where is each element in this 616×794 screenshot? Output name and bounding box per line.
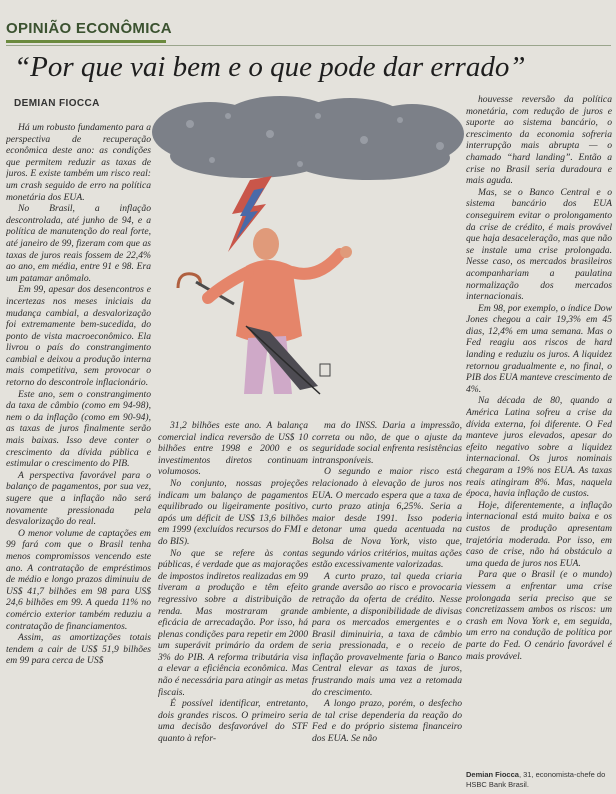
paragraph: A longo prazo, porém, o desfecho de tal crise dependeria da reação do Fed e do próprio sistema financeiro dos EUA. Se não (312, 698, 462, 745)
paragraph: Mas, se o Banco Central e o sistema bancário dos EUA conseguirem evitar o prolongamento da crise de crédito, é mais provável que haja desaceleração, mas que não se instale uma crise prolongada. Nesse caso, os mercados brasileiros acompanhariam a paulatina normalização dos mercados internacionais. (466, 186, 612, 303)
paragraph: No conjunto, nossas projeções indicam um balanço de pagamentos equilibrado ou ligeiramente positivo, após um déficit de US$ 13,6 bilhões em 1999 (excluídos recursos do FMI e do BIS). (158, 477, 308, 547)
article-column-1 (6, 122, 151, 790)
section-divider (6, 45, 611, 46)
section-label: OPINIÃO ECONÔMICA (6, 20, 172, 37)
paragraph: 31,2 bilhões este ano. A balança comercial indica reversão de US$ 10 bilhões entre 1998 e 2000 e os investimentos diretos continuam volumosos. (158, 420, 308, 478)
paragraph: Há um robusto fundamento para a perspectiva de recuperação econômica deste ano: as condições que permitem reduzir as taxas de juros. E existe também um risco real: um crash seguido de erro na política monetária dos EUA. (6, 122, 151, 203)
paragraph: Na década de 80, quando a América Latina sofreu a crise da dívida externa, foi diferente. O Fed manteve juros elevados, apesar do efeito negativo sobre a liquidez internacional. Os juros nominais chegaram a 19% nos EUA. As taxas reais atingiram 8%. Mas, naquela época, havia inflação de custos. (466, 395, 612, 500)
author-note (466, 770, 612, 790)
author-bio: , 31, economista-chefe do HSBC Bank Brasil. (466, 770, 606, 789)
paragraph: O segundo e maior risco está relacionado à elevação de juros nos EUA. O mercado espera que a taxa de curto prazo atinja 6,25%. Seria a maior desde 1991. Isso poderia detonar uma queda acentuada na Bolsa de Nova York, visto que, segundo vários critérios, muitas ações estão excessivamente valorizadas. (312, 466, 462, 571)
artist-signature (320, 364, 330, 376)
paragraph: A curto prazo, tal queda criaria grande aversão ao risco e provocaria retração da oferta de crédito. Nesse ambiente, a disponibilidade de divisas para os mercados emergentes e o Brasil diminuiria, a taxa de câmbio seria pressionada, e o receio de inflação provavelmente faria o Banco Central elevar as taxas de juros, frustrando mais uma vez a retomada do crescimento. (312, 570, 462, 698)
paragraph: houvesse reversão da política monetária, com redução de juros e suporte ao sistema bancário, o crescimento da economia sofreria interrupção mais abrupta — o chamado “hard landing”. Então a crise no Brasil seria duradoura e mais aguda. (466, 94, 612, 187)
paragraph: Hoje, diferentemente, a inflação internacional está muito baixa e os custos de produção apresentam trajetória moderada. Por isso, em caso de crise, não há obstáculo a uma queda de juros nos EUA. (466, 499, 612, 569)
paragraph: Assim, as amortizações totais tendem a cair de US$ 51,9 bilhões em 99 para cerca de US$ (6, 632, 151, 667)
paragraph: A perspectiva favorável para o balanço de pagamentos, por sua vez, sugere que a inflação não será novamente pressionada pela desvalorização do real. (6, 469, 151, 528)
storm-cloud-illustration (150, 94, 466, 420)
paragraph: É possível identificar, entretanto, dois grandes riscos. O primeiro seria uma decisão desfavorável do STF quanto à refor- (158, 698, 308, 745)
paragraph: Em 98, por exemplo, o índice Dow Jones chegou a cair 19,3% em 45 dias, 12,4% em uma semana. Mas o Fed reagiu aos riscos de hard landing e reduziu os juros. A liquidez retornou gradualmente e, no final, o PIB dos EUA manteve crescimento de 4%. (466, 302, 612, 395)
author-name: Demian Fiocca (466, 770, 519, 779)
article-column-3 (312, 420, 462, 792)
paragraph: Para que o Brasil (e o mundo) viessem a enfrentar uma crise prolongada seria preciso que se concretizassem ambos os riscos: um crash em Nova York e, em seguida, um erro na condução de política por parte do Fed. O cenário favorável é mais provável. (466, 569, 612, 662)
paragraph: No Brasil, a inflação descontrolada, até junho de 94, e a política de manutenção do real forte, até janeiro de 99, fizeram com que as taxas de juros reais fossem de 22,4% ao ano, em média, entre 91 e 98. Era um patamar anômalo. (6, 203, 151, 284)
article-column-2 (158, 420, 308, 792)
section-rule (6, 40, 166, 43)
byline: DEMIAN FIOCCA (14, 98, 100, 109)
storm-cloud (152, 96, 464, 180)
article-column-4 (466, 94, 612, 754)
paragraph: ma do INSS. Daria a impressão, correta ou não, de que o ajuste da seguridade social enfrenta resistências intransponíveis. (312, 420, 462, 466)
headline: “Por que vai bem e o que pode dar errado” (14, 51, 526, 83)
paragraph: O menor volume de captações em 99 fará com que o Brasil tenha menos compromissos vencendo este ano. A contratação de empréstimos de médio e longo prazos diminuiu de US$ 41,7 bilhões em 98 para US$ 24,6 bilhões em 99. A queda 11% no comércio exterior também reduziu a contratação de financiamentos. (6, 527, 151, 632)
paragraph: No que se refere às contas públicas, é verdade que as majorações de impostos indiretos realizadas em 99 tiveram a produção e têm efeito regressivo sobre a distribuição de renda. Mas mostraram grande eficácia de arrecadação. Por isso, há plenas condições para repetir em 2000 um superávit primário da ordem de 3% do PIB. A reforma tributária visa a elevar a eficiência econômica. Mas não é necessária para atingir as metas fiscais. (158, 547, 308, 698)
paragraph: Este ano, sem o constrangimento da taxa de câmbio (como em 94-98), nem o da inflação (como em 90-94), as taxas de juros finalmente serão mais baixas. Isso deve conter o crescimento da dívida pública e estimular o crescimento do PIB. (6, 388, 151, 470)
paragraph: Em 99, apesar dos desencontros e incertezas nos meses iniciais da mudança cambial, a desvalorização foi extremamente bem-sucedida, do ponto de vista macroeconômico. Ela livrou o país do constrangimento cambial e deixou a produção interna mais competitiva, sem provocar o retorno do descontrole inflacionário. (6, 284, 151, 389)
